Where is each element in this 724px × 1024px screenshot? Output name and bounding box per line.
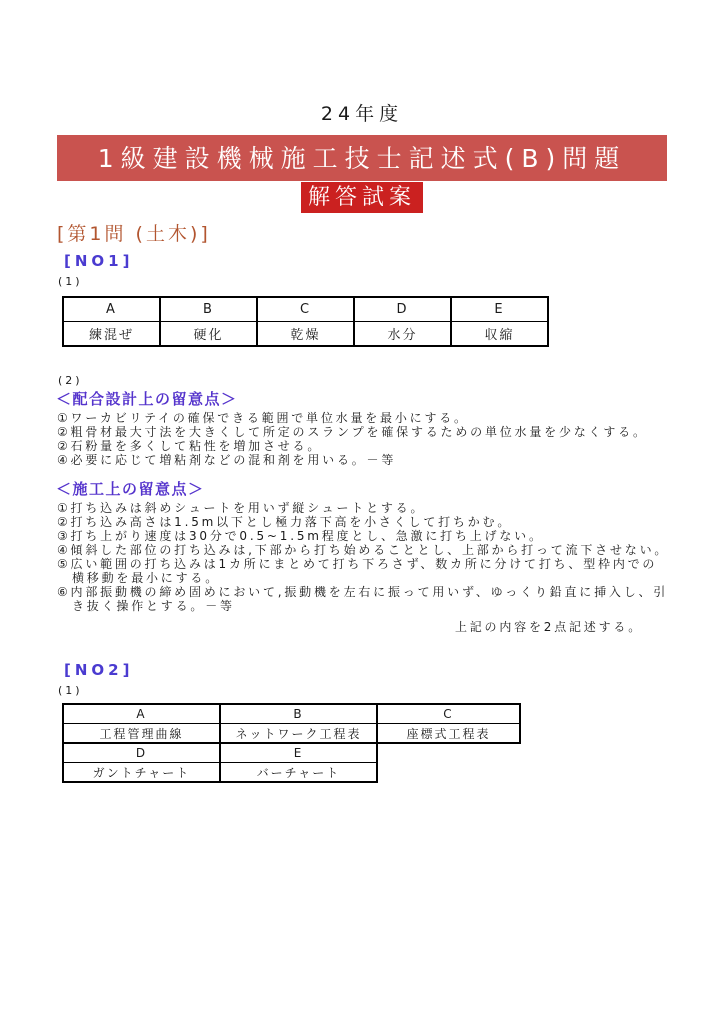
list-item: ①ワーカビリテイの確保できる範囲で単位水量を最小にする。	[57, 411, 469, 425]
table-header-cell: A	[63, 704, 220, 724]
document-subtitle-row	[0, 182, 724, 213]
table-header-cell: B	[160, 297, 257, 322]
list-item: ④必要に応じて増粘剤などの混和剤を用いる。－等	[57, 453, 397, 467]
table-header-cell: E	[451, 297, 548, 322]
year-label: 24年度	[320, 103, 404, 125]
design-notes-list	[57, 411, 671, 467]
table-header-cell: C	[257, 297, 354, 322]
table-value-cell: 乾燥	[257, 322, 354, 347]
list-item: ④傾斜した部位の打ち込みは,下部から打ち始めることとし、上部から打って流下させない。	[57, 543, 670, 557]
table-header-cell: D	[354, 297, 451, 322]
table-value-cell: バーチャート	[220, 763, 377, 783]
no1-label: [NO1]	[64, 252, 134, 270]
table-value-cell: 練混ぜ	[63, 322, 160, 347]
no1-part2-label: (2)	[58, 374, 83, 387]
table-value-cell: ガントチャート	[63, 763, 220, 783]
table-header-row	[63, 704, 520, 724]
table-header-row	[63, 743, 377, 763]
table-header-cell: B	[220, 704, 377, 724]
table-value-cell: 水分	[354, 322, 451, 347]
list-item: ②打ち込み高さは1.5m以下とし極力落下高を小さくして打ちかむ。	[57, 515, 513, 529]
list-item: ③打ち上がり速度は30分で0.5~1.5m程度とし、急激に打ち上げない。	[57, 529, 544, 543]
list-item: ①打ち込みは斜めシュートを用いず縦シュートとする。	[57, 501, 426, 515]
list-item: ⑥内部振動機の締め固めにおいて,振動機を左右に振って用いず、ゆっくり鉛直に挿入し、引き抜く操作とする。－等	[57, 585, 669, 613]
no2-answer-table-top	[62, 703, 521, 744]
list-item: ②石粉量を多くして粘性を増加させる。	[57, 439, 323, 453]
document-title-banner: 1級建設機械施工技士記述式(B)問題	[57, 135, 667, 181]
document-subtitle-banner: 解答試案	[301, 182, 423, 213]
construction-notes-heading: ＜施工上の留意点＞	[56, 480, 205, 498]
table-header-cell: D	[63, 743, 220, 763]
table-value-row	[63, 763, 377, 783]
list-item: ②粗骨材最大寸法を大きくして所定のスランプを確保するための単位水量を少なくする。	[57, 425, 648, 439]
table-value-cell: ネットワーク工程表	[220, 724, 377, 744]
design-notes-heading: ＜配合設計上の留意点＞	[56, 390, 238, 408]
table-header-row	[63, 297, 548, 322]
table-value-row	[63, 322, 548, 347]
table-value-cell: 収縮	[451, 322, 548, 347]
no2-label: [NO2]	[64, 661, 134, 679]
table-value-cell: 座標式工程表	[377, 724, 520, 744]
table-value-cell: 硬化	[160, 322, 257, 347]
construction-notes-list	[57, 501, 671, 613]
instruction-note: 上記の内容を2点記述する。	[454, 620, 643, 634]
table-header-cell: C	[377, 704, 520, 724]
table-value-row	[63, 724, 520, 744]
no2-answer-table-bottom	[62, 742, 378, 783]
no1-answer-table	[62, 296, 549, 347]
no2-part1-label: (1)	[58, 684, 83, 697]
question1-heading: [第1問 (土木)]	[57, 223, 211, 245]
list-item: ⑤広い範囲の打ち込みは1カ所にまとめて打ち下ろさず、数カ所に分けて打ち、型枠内での横移動を最小にする。	[57, 557, 658, 585]
table-header-cell: A	[63, 297, 160, 322]
table-value-cell: 工程管理曲線	[63, 724, 220, 744]
table-header-cell: E	[220, 743, 377, 763]
no1-part1-label: (1)	[58, 275, 83, 288]
